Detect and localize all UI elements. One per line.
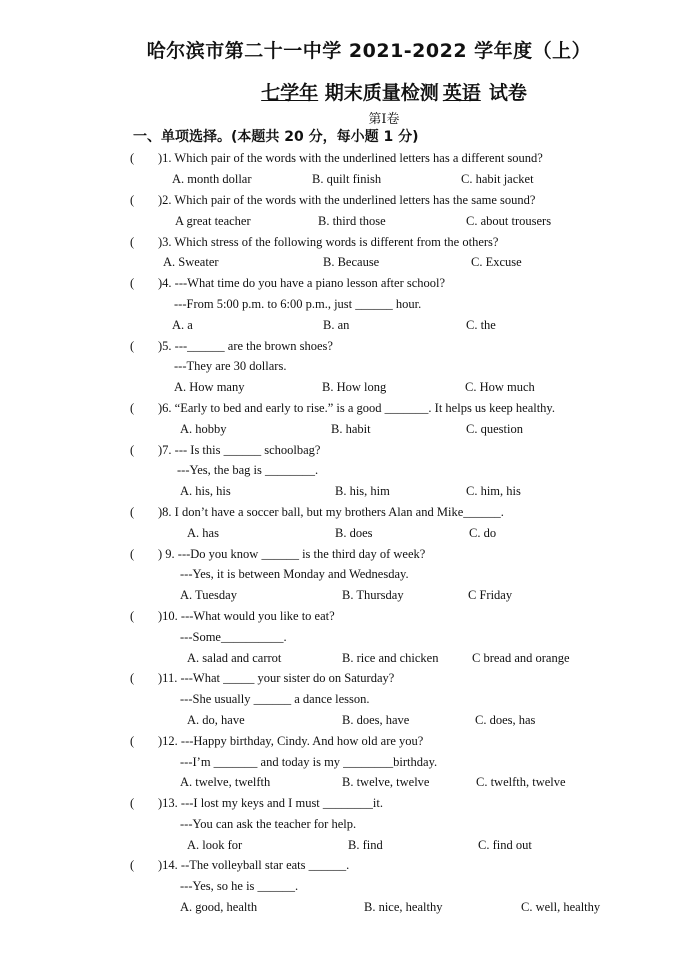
question-stem-line2: ---I’m _______ and today is my ________birthday. [180, 755, 438, 769]
exam-subtitle [0, 78, 688, 105]
option-a: A. good, health [180, 900, 258, 914]
question-stem: )1. Which pair of the words with the underlined letters has a different sound? [158, 151, 543, 165]
option-c: C. question [466, 422, 523, 436]
option-b: B. third those [318, 214, 386, 228]
option-c: C. does, has [475, 713, 536, 727]
volume-label: 第Ⅰ卷 [368, 111, 400, 126]
question-stem-line2: ---Yes, the bag is ________. [177, 463, 319, 477]
answer-paren: ( [130, 276, 135, 290]
answer-paren: ( [130, 671, 135, 685]
question-stem-line2: ---Yes, so he is ______. [180, 879, 299, 893]
option-c: C. do [469, 526, 497, 540]
answer-paren: ( [130, 734, 135, 748]
question-stem: )12. ---Happy birthday, Cindy. And how old are you? [158, 734, 424, 748]
option-b: B. nice, healthy [364, 900, 443, 914]
question-stem-line2: ---You can ask the teacher for help. [180, 817, 357, 831]
question-stem: )2. Which pair of the words with the underlined letters has the same sound? [158, 193, 536, 207]
answer-paren: ( [130, 235, 135, 249]
answer-paren: ( [130, 339, 135, 353]
subtitle-grade: 七学年 [261, 82, 319, 104]
question-stem: )5. ---______ are the brown shoes? [158, 339, 333, 353]
question-stem-line2: ---They are 30 dollars. [174, 359, 287, 373]
option-a: A. his, his [180, 484, 231, 498]
option-a: A. month dollar [172, 172, 252, 186]
option-a: A. How many [174, 380, 245, 394]
option-a: A. look for [187, 838, 243, 852]
question-stem-line2: ---She usually ______ a dance lesson. [180, 692, 370, 706]
option-b: B. his, him [335, 484, 390, 498]
option-b: B. quilt finish [312, 172, 382, 186]
answer-paren: ( [130, 151, 135, 165]
answer-paren: ( [130, 858, 135, 872]
option-b: B. Thursday [342, 588, 404, 602]
question-stem: )4. ---What time do you have a piano lesson after school? [158, 276, 446, 290]
answer-paren: ( [130, 609, 135, 623]
section-heading: 一、单项选择。(本题共 20 分，每小题 1 分) [133, 129, 419, 145]
option-c: C. find out [478, 838, 532, 852]
exam-title: 哈尔滨市第二十一中学 2021-2022 学年度（上） [146, 40, 592, 62]
question-stem: )7. --- Is this ______ schoolbag? [158, 443, 321, 457]
option-b: B. does [335, 526, 373, 540]
question-stem: )8. I don’t have a soccer ball, but my brothers Alan and Mike______. [158, 505, 504, 519]
answer-paren: ( [130, 401, 135, 415]
answer-paren: ( [130, 505, 135, 519]
option-b: B. twelve, twelve [342, 775, 430, 789]
option-c: C. the [466, 318, 496, 332]
question-stem-line2: ---Some__________. [180, 630, 287, 644]
question-stem-line2: ---From 5:00 p.m. to 6:00 p.m., just ______ hour. [174, 297, 422, 311]
question-stem: )10. ---What would you like to eat? [158, 609, 335, 623]
question-stem: )3. Which stress of the following words is different from the others? [158, 235, 499, 249]
question-stem: ) 9. ---Do you know ______ is the third day of week? [158, 547, 426, 561]
subtitle-subject: 英语 [442, 82, 481, 104]
option-b: B. find [348, 838, 383, 852]
question-stem: )14. --The volleyball star eats ______. [158, 858, 350, 872]
option-a: A. hobby [180, 422, 227, 436]
option-c: C. him, his [466, 484, 521, 498]
option-c: C. How much [465, 380, 535, 394]
question-stem: )11. ---What _____ your sister do on Saturday? [158, 671, 395, 685]
option-b: B. an [323, 318, 350, 332]
answer-paren: ( [130, 796, 135, 810]
answer-paren: ( [130, 443, 135, 457]
answer-paren: ( [130, 193, 135, 207]
option-b: B. habit [331, 422, 371, 436]
option-a: A great teacher [175, 214, 251, 228]
option-c: C. Excuse [471, 255, 522, 269]
option-a: A. a [172, 318, 193, 332]
option-c: C Friday [468, 588, 513, 602]
option-b: B. How long [322, 380, 387, 394]
answer-paren: ( [130, 547, 135, 561]
option-c: C. habit jacket [461, 172, 534, 186]
option-c: C. well, healthy [521, 900, 601, 914]
option-a: A. twelve, twelfth [180, 775, 271, 789]
subtitle-paper: 试卷 [488, 82, 527, 104]
option-c: C. twelfth, twelve [476, 775, 566, 789]
question-stem: )13. ---I lost my keys and I must ________it. [158, 796, 383, 810]
option-a: A. has [187, 526, 219, 540]
question-stem-line2: ---Yes, it is between Monday and Wednesday. [180, 567, 409, 581]
option-a: A. Tuesday [180, 588, 237, 602]
option-a: A. salad and carrot [187, 651, 282, 665]
subtitle-exam: 期末质量检测 [318, 82, 439, 104]
option-a: A. Sweater [163, 255, 219, 269]
option-c: C. about trousers [466, 214, 552, 228]
option-c: C bread and orange [472, 651, 570, 665]
option-b: B. Because [323, 255, 380, 269]
question-stem: )6. “Early to bed and early to rise.” is a good _______. It helps us keep healthy. [158, 401, 555, 415]
option-a: A. do, have [187, 713, 245, 727]
option-b: B. rice and chicken [342, 651, 439, 665]
option-b: B. does, have [342, 713, 410, 727]
